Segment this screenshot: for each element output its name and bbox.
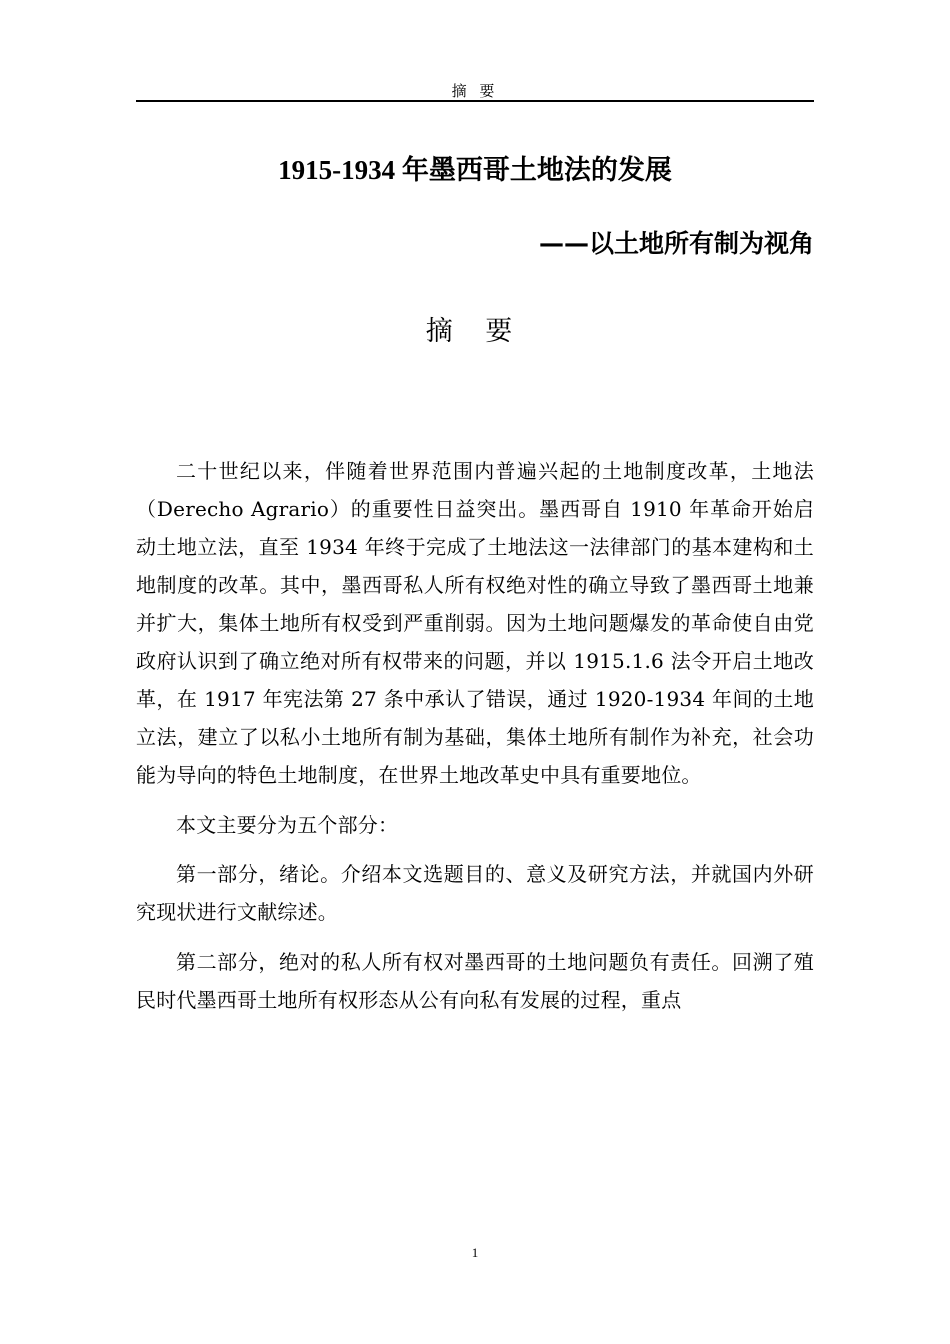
abstract-heading: 摘 要 [425, 316, 525, 347]
paragraph: 本文主要分为五个部分： [176, 812, 399, 837]
running-header: 摘 要 [451, 82, 499, 100]
abstract-body [136, 452, 814, 1030]
document-subtitle: ——以土地所有制为视角 [538, 229, 814, 258]
header-divider [136, 100, 814, 102]
paragraph: 第二部分，绝对的私人所有权对墨西哥的土地问题负有责任。回溯了殖民时代墨西哥土地所有权形态从公有向私有发展的过程，重点 [136, 949, 814, 1012]
document-title: 1915-1934 年墨西哥土地法的发展 [278, 155, 672, 185]
paragraph: 二十世纪以来，伴随着世界范围内普遍兴起的土地制度改革，土地法（Derecho Agrario）的重要性日益突出。墨西哥自 1910 年革命开始启动土地立法，直至 1934 年终于完成了土地法这一法律部门的基本建构和土地制度的改革。其中，墨西哥私人所有权绝对性的确立导致了墨西哥土地兼并扩大，集体土地所有权受到严重削弱。因为土地问题爆发的革命使自由党政府认识到了确立绝对所有权带来的问题，并以 1915.1.6 法令开启土地改革，在 1917 年宪法第 27 条中承认了错误，通过 1920-1934 年间的土地立法，建立了以私小土地所有制为基础，集体土地所有制作为补充，社会功能为导向的特色土地制度，在世界土地改革史中具有重要地位。 [136, 459, 814, 787]
page-number: 1 [471, 1245, 479, 1260]
paragraph: 第一部分，绪论。介绍本文选题目的、意义及研究方法，并就国内外研究现状进行文献综述。 [136, 862, 814, 924]
